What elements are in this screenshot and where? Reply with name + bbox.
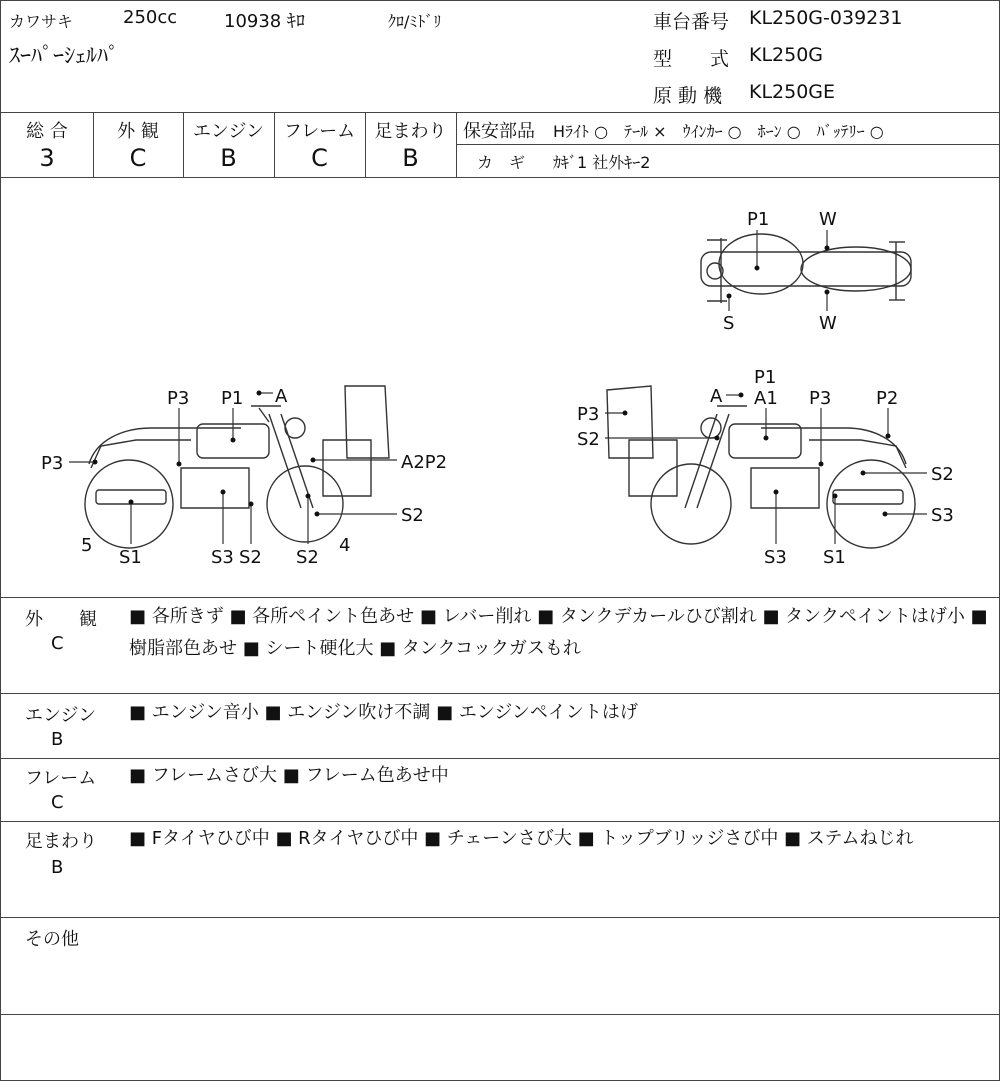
label-p3: P3 <box>167 388 190 409</box>
displacement: 250cc <box>123 7 178 28</box>
grade-suspension-label: 足まわり <box>374 121 447 142</box>
label-a1: A1 <box>754 388 778 409</box>
section-engine-grade: B <box>51 729 64 750</box>
section-engine-text: ■ エンジン音小 ■ エンジン吹け不調 ■ エンジンペイントはげ <box>129 702 638 723</box>
label-w: W <box>819 313 837 334</box>
label-s: S <box>723 313 735 334</box>
label-s2: S2 <box>296 547 319 568</box>
label-p1: P1 <box>754 367 777 388</box>
label-s1: S1 <box>823 547 846 568</box>
section-other-label: その他 <box>25 929 79 950</box>
label-5: 5 <box>81 535 93 556</box>
label-4: 4 <box>339 535 351 556</box>
label-p3: P3 <box>577 404 600 425</box>
grade-suspension-value: B <box>402 144 419 172</box>
grade-frame-value: C <box>311 144 328 172</box>
safety-parts-label: 保安部品 <box>463 121 535 142</box>
divider <box>1 917 999 918</box>
label-s3: S3 <box>764 547 787 568</box>
safety-parts-items: Hﾗｲﾄ ○ ﾃｰﾙ × ｳｲﾝｶｰ ○ ﾎｰﾝ ○ ﾊﾞｯﾃﾘｰ ○ <box>553 122 884 141</box>
divider <box>456 144 999 145</box>
mileage: 10938 ｷﾛ <box>224 11 305 32</box>
damage-diagram <box>1 178 999 596</box>
grade-engine-value: B <box>220 144 237 172</box>
section-engine-label: エンジン <box>25 705 97 726</box>
label-p1: P1 <box>747 209 770 230</box>
label-p3: P3 <box>809 388 832 409</box>
section-suspension-text: ■ Fタイヤひび中 ■ Rタイヤひび中 ■ チェーンさび大 ■ トップブリッジさび中 ■ ステムねじれ <box>129 828 914 849</box>
section-suspension-label: 足まわり <box>25 831 97 852</box>
engine-value: KL250GE <box>749 81 836 103</box>
label-s3: S3 <box>931 505 954 526</box>
section-frame-text: ■ フレームさび大 ■ フレーム色あせ中 <box>129 765 449 786</box>
model-name: ｽｰﾊﾟｰｼｪﾙﾊﾟ <box>9 44 120 69</box>
label-s2: S2 <box>239 547 262 568</box>
divider <box>1 693 999 694</box>
grade-total-label: 総 合 <box>26 121 68 142</box>
type-value: KL250G <box>749 44 824 66</box>
grade-total-value: 3 <box>39 144 55 172</box>
divider <box>1 1014 999 1015</box>
label-p2: P2 <box>876 388 899 409</box>
grade-engine-label: エンジン <box>192 121 265 142</box>
top-view-motorcycle-icon <box>701 234 911 303</box>
divider <box>1 821 999 822</box>
section-exterior-text: ■ 各所きず ■ 各所ペイント色あせ ■ レバー削れ ■ タンクデカールひび割れ ■ タンクペイントはげ小 ■ 樹脂部色あせ ■ シート硬化大 ■ タンクコックガスもれ <box>129 606 988 659</box>
frame-number: KL250G-039231 <box>749 7 903 29</box>
label-s2: S2 <box>577 429 600 450</box>
section-frame-label: フレーム <box>25 768 97 789</box>
key-label: カ ギ <box>477 153 526 172</box>
color: ｸﾛ/ﾐﾄﾞﾘ <box>388 12 442 31</box>
engine-label: 原 動 機 <box>653 85 723 107</box>
section-exterior-grade: C <box>51 633 64 654</box>
label-s2: S2 <box>931 464 954 485</box>
type-label: 型 式 <box>653 48 730 70</box>
section-frame-grade: C <box>51 792 64 813</box>
label-s3: S3 <box>211 547 234 568</box>
label-p3: P3 <box>41 453 64 474</box>
divider <box>1 597 999 598</box>
grade-frame-label: フレーム <box>283 121 356 142</box>
key-value: ｶｷﾞ1 社外ｷｰ2 <box>553 153 651 172</box>
grade-exterior-value: C <box>129 144 147 172</box>
right-side-motorcycle-icon <box>607 386 915 548</box>
divider <box>1 112 999 113</box>
label-a2p2: A2P2 <box>401 452 448 473</box>
label-w: W <box>819 209 837 230</box>
divider <box>1 758 999 759</box>
section-suspension-grade: B <box>51 857 64 878</box>
label-a: A <box>710 386 723 407</box>
grade-exterior-label: 外 観 <box>117 121 159 142</box>
label-s2: S2 <box>401 505 424 526</box>
label-s1: S1 <box>119 547 142 568</box>
label-p1: P1 <box>221 388 244 409</box>
maker: カワサキ <box>9 12 74 31</box>
section-exterior-label: 外 観 <box>25 609 97 630</box>
frame-number-label: 車台番号 <box>653 11 730 33</box>
label-a: A <box>275 386 288 407</box>
